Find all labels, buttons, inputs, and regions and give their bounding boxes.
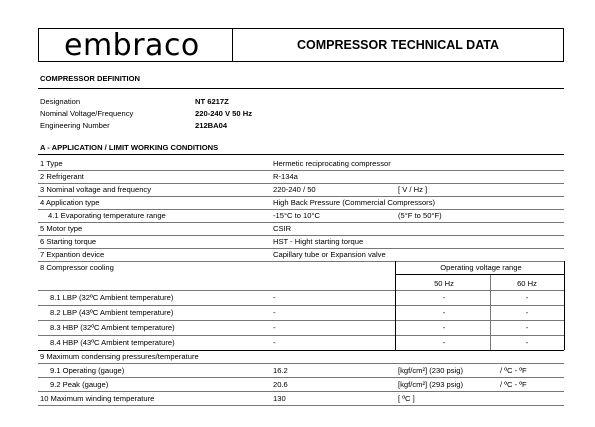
- cooling-row-lbp43-label: 8.2 LBP (43ºC Ambient temperature): [50, 308, 174, 317]
- engineering-number-label: Engineering Number: [40, 121, 110, 130]
- table-row-evap-range-value: -15°C to 10°C: [273, 211, 321, 220]
- row-divider: [38, 377, 564, 378]
- row-divider: [38, 170, 564, 171]
- cooling-col-divider: [490, 275, 491, 350]
- cooling-row-lbp43-60: -: [525, 308, 529, 317]
- cooling-row-lbp32-label: 8.1 LBP (32ºC Ambient temperature): [50, 293, 174, 302]
- pressure-operating-unit: [kgf/cm²] (230 psig): [398, 366, 463, 375]
- col-50hz: 50 Hz: [434, 279, 454, 288]
- table-row-expansion-label: 7 Expantion device: [40, 250, 105, 259]
- row-divider: [38, 335, 564, 336]
- definition-heading: COMPRESSOR DEFINITION: [40, 74, 140, 83]
- table-row-application-value: High Back Pressure (Commercial Compressors): [273, 198, 436, 207]
- cooling-row-hbp43-label: 8.4 HBP (43ºC Ambient temperature): [50, 338, 175, 347]
- pressure-peak-label: 9.2 Peak (gauge): [50, 380, 109, 389]
- winding-value: 130: [273, 394, 286, 403]
- row-divider: [38, 305, 564, 306]
- cooling-row-lbp32-50: -: [442, 293, 446, 302]
- voltage-frequency-label: Nominal Voltage/Frequency: [40, 109, 134, 118]
- table-row-expansion-value: Capillary tube or Expansion valve: [273, 250, 386, 259]
- row-divider: [38, 363, 564, 364]
- cooling-header-rule: [395, 274, 564, 275]
- logo-cell: [39, 29, 233, 61]
- cooling-left-border: [395, 261, 396, 350]
- row-divider: [38, 222, 564, 223]
- row-divider: [38, 405, 564, 406]
- col-60hz: 60 Hz: [517, 279, 537, 288]
- table-row-voltage-value: 220-240 / 50: [273, 185, 316, 194]
- pressure-operating-value: 16.2: [273, 366, 288, 375]
- row-divider: [38, 320, 564, 321]
- table-row-refrigerant-value: R-134a: [273, 172, 298, 181]
- cooling-row-lbp32-60: -: [525, 293, 529, 302]
- cooling-row-hbp32-60: -: [525, 323, 529, 332]
- designation-label: Designation: [40, 97, 81, 106]
- pressure-peak-value: 20.6: [273, 380, 288, 389]
- table-row-motor-value: CSIR: [273, 224, 292, 233]
- document-title: COMPRESSOR TECHNICAL DATA: [296, 38, 500, 52]
- cooling-row-lbp32-value: -: [273, 293, 276, 302]
- section-a-heading: A - APPLICATION / LIMIT WORKING CONDITIONS: [40, 143, 219, 152]
- cooling-row-lbp43-value: -: [273, 308, 276, 317]
- cooling-row-hbp32-50: -: [442, 323, 446, 332]
- row-divider: [38, 290, 564, 291]
- table-row-type-value: Hermetic reciprocating compressor: [273, 159, 391, 168]
- cooling-row-hbp43-60: -: [525, 338, 529, 347]
- designation-value: NT 6217Z: [195, 97, 229, 106]
- cooling-row-hbp32-label: 8.3 HBP (32ºC Ambient temperature): [50, 323, 175, 332]
- engineering-number-value: 212BA04: [195, 121, 228, 130]
- section-a-rule: [38, 154, 564, 155]
- pressure-peak-unit: [kgf/cm²] (293 psig): [398, 380, 463, 389]
- cooling-label: 8 Compressor cooling: [40, 263, 114, 272]
- winding-label: 10 Maximum winding temperature: [40, 394, 155, 403]
- table-row-evap-range-unit: (5°F to 50°F): [398, 211, 442, 220]
- cooling-row-hbp43-value: -: [273, 338, 276, 347]
- voltage-frequency-value: 220-240 V 50 Hz: [195, 109, 252, 118]
- header-box: [38, 28, 564, 62]
- pressure-peak-temp-unit: / ºC - ºF: [500, 380, 527, 389]
- cooling-right-border: [564, 261, 565, 350]
- embraco-logo: embraco: [64, 28, 200, 63]
- table-row-refrigerant-label: 2 Refrigerant: [40, 172, 84, 181]
- pressure-operating-temp-unit: / ºC - ºF: [500, 366, 527, 375]
- pressures-label: 9 Maximum condensing pressures/temperature: [40, 352, 199, 361]
- cooling-row-hbp43-50: -: [442, 338, 446, 347]
- cooling-row-lbp43-50: -: [442, 308, 446, 317]
- table-row-torque-label: 6 Starting torque: [40, 237, 97, 246]
- pressure-operating-label: 9.1 Operating (gauge): [50, 366, 125, 375]
- voltage-range-header: Operating voltage range: [440, 263, 522, 272]
- row-divider: [38, 391, 564, 392]
- table-row-application-label: 4 Application type: [40, 198, 100, 207]
- definition-rule: [38, 88, 564, 89]
- table-row-voltage-label: 3 Nominal voltage and frequency: [40, 185, 152, 194]
- cooling-row-hbp32-value: -: [273, 323, 276, 332]
- table-row-type-label: 1 Type: [40, 159, 63, 168]
- table-row-evap-range-label: 4.1 Evaporating temperature range: [48, 211, 166, 220]
- table-row-motor-label: 5 Motor type: [40, 224, 83, 233]
- table-row-torque-value: HST - Hight starting torque: [273, 237, 364, 246]
- winding-unit: [ ºC ]: [398, 394, 415, 403]
- table-row-voltage-unit: [ V / Hz ]: [398, 185, 428, 194]
